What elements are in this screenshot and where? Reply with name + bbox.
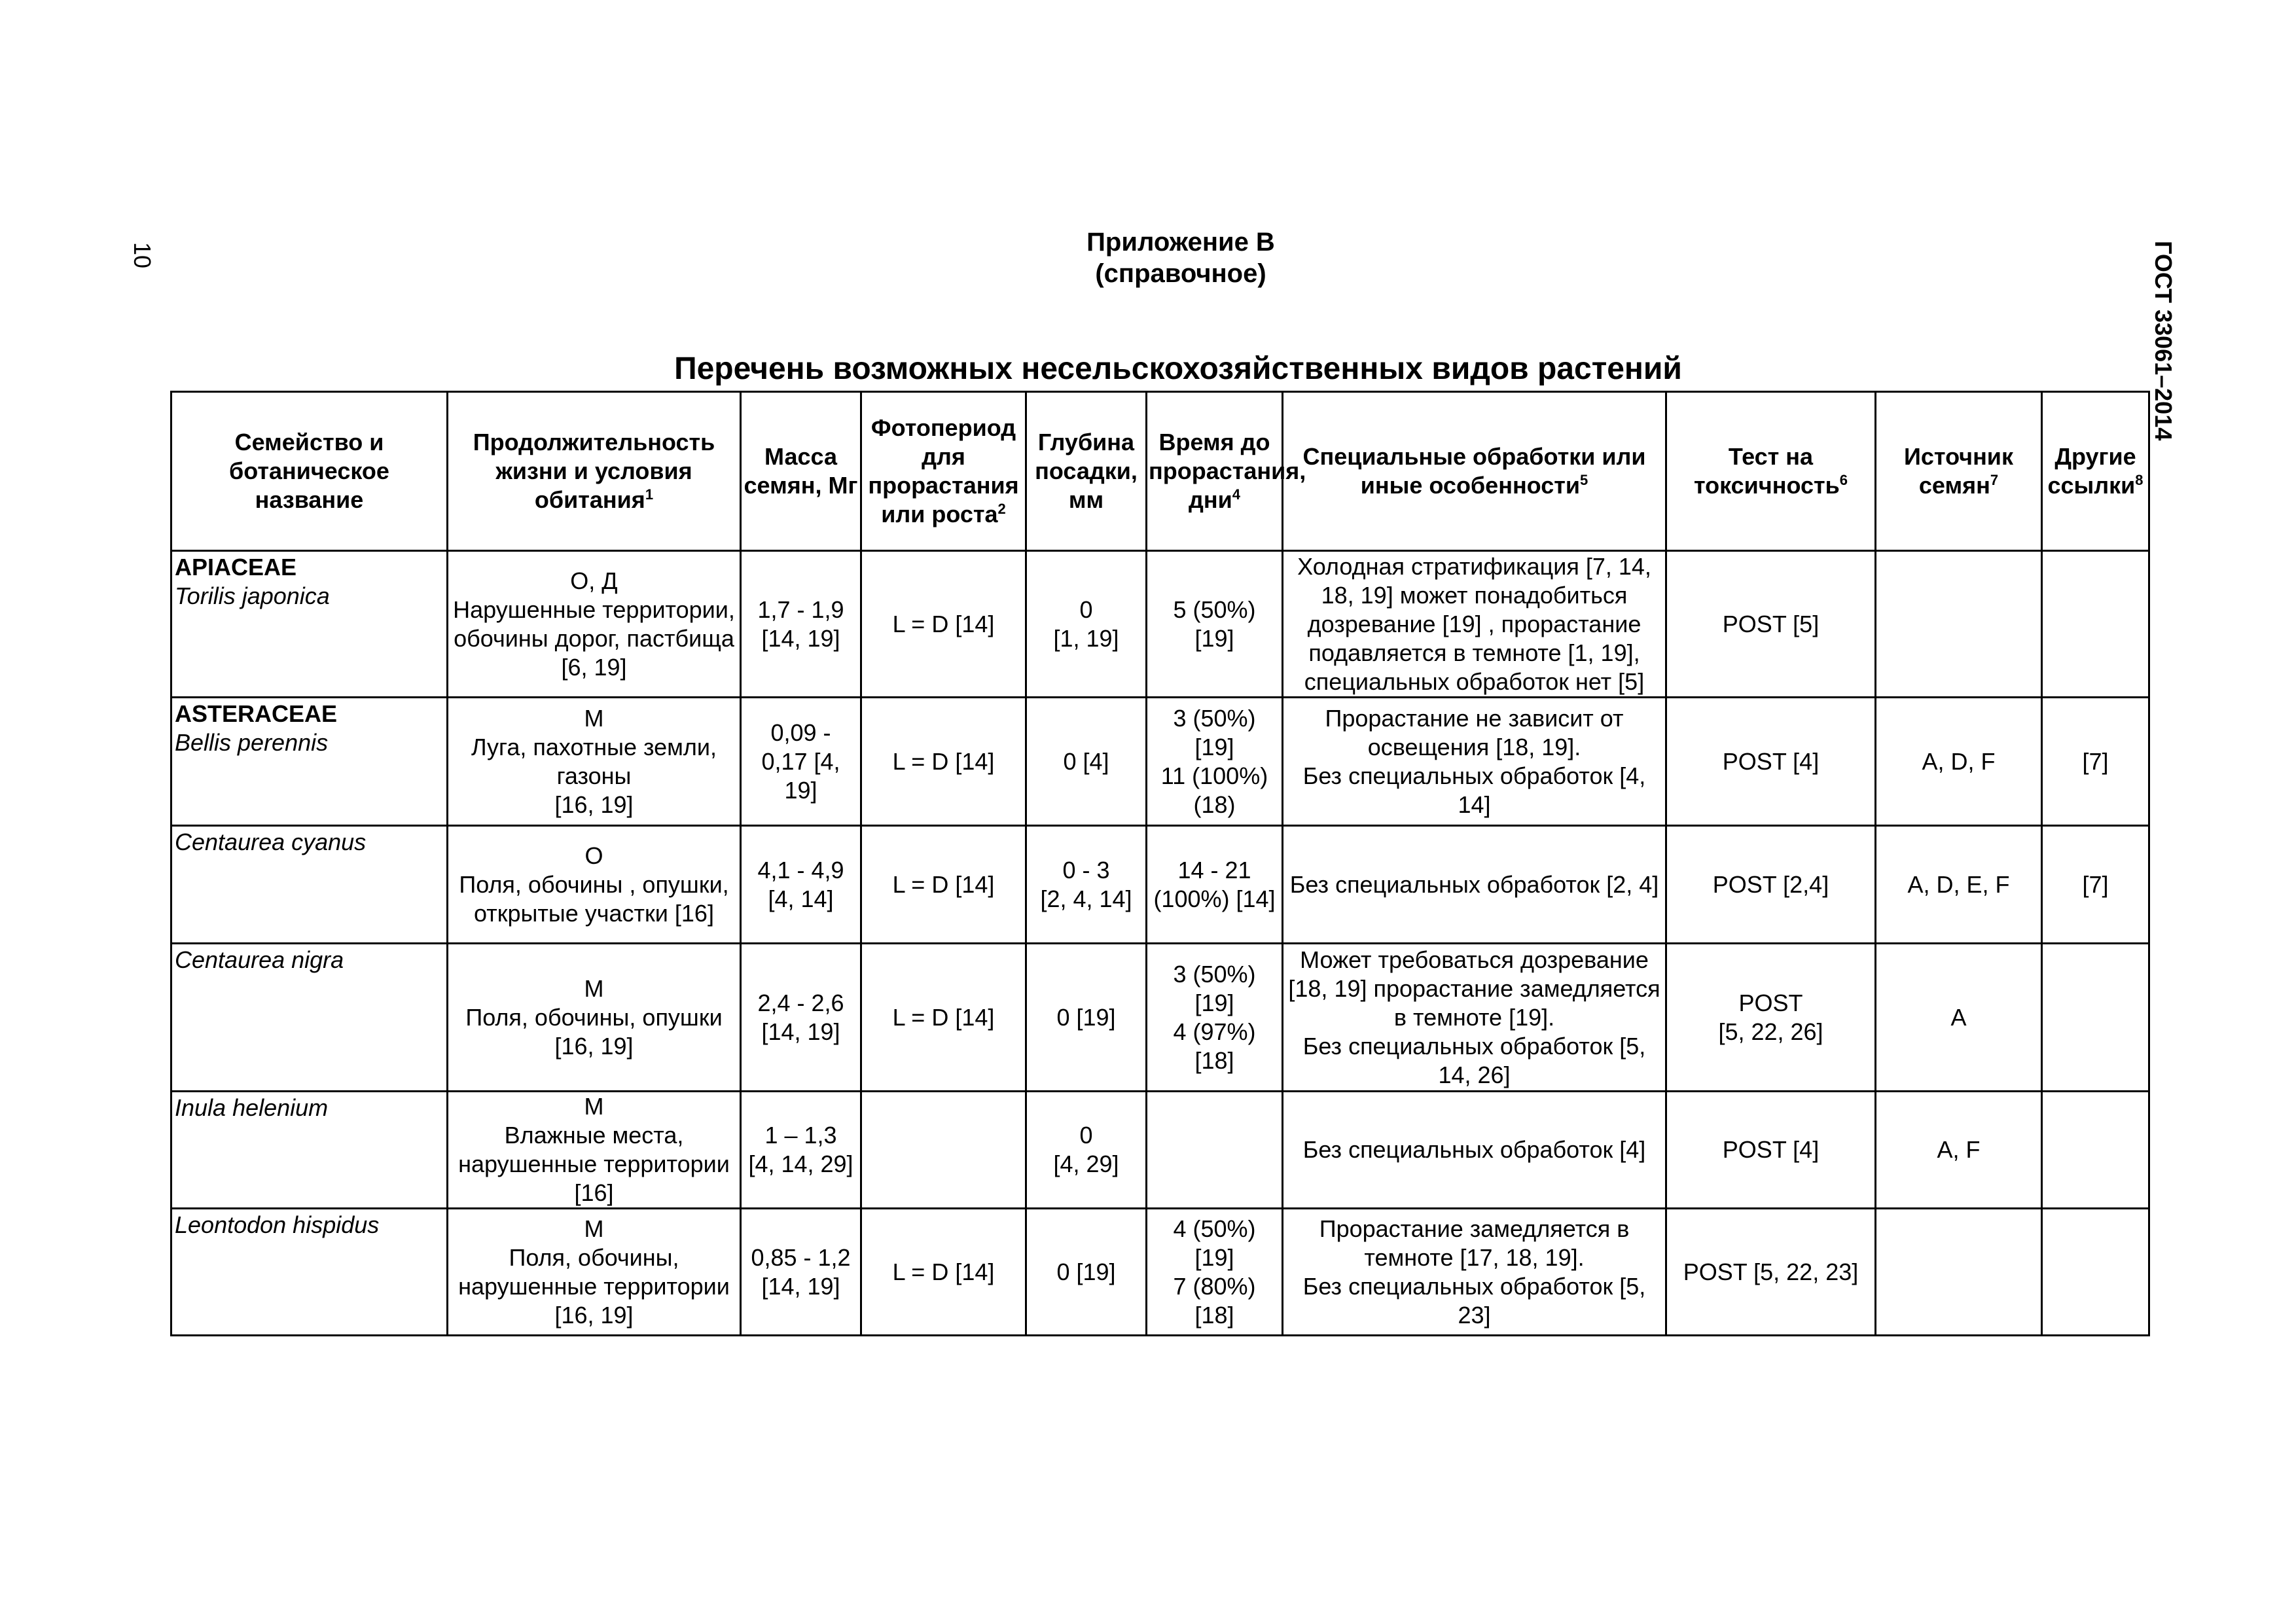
- table-body: [171, 551, 2149, 1336]
- table-header-row: [171, 392, 2149, 551]
- lifecycle-cell: М Поля, обочины, нарушенные территории [16, 19]: [448, 1209, 741, 1336]
- column-header: [1876, 392, 2042, 551]
- special-treatment-cell: Может требоваться дозревание [18, 19] прорастание замедляется в темноте [19]. Без специальных обработок [5, 14, 26]: [1283, 944, 1666, 1092]
- botanical-name-cell: [171, 826, 448, 944]
- lifecycle-cell: М Поля, обочины, опушки [16, 19]: [448, 944, 741, 1092]
- seed-source-cell: [1876, 551, 2042, 698]
- column-header: [1026, 392, 1147, 551]
- botanical-name-cell: [171, 1092, 448, 1209]
- column-header-label: Другие ссылки: [2047, 443, 2136, 499]
- botanical-name-cell: [171, 698, 448, 826]
- other-refs-cell: [7]: [2042, 698, 2149, 826]
- appendix-heading: [1017, 226, 1344, 289]
- table-row: [171, 1209, 2149, 1336]
- footnote-marker: 8: [2135, 472, 2144, 488]
- footnote-marker: 2: [997, 501, 1006, 517]
- species-name: Bellis perennis: [175, 729, 329, 756]
- family-name: APIACEAE: [175, 554, 297, 580]
- planting-depth-cell: 0 [4]: [1026, 698, 1147, 826]
- seed-source-cell: A, D, F: [1876, 698, 2042, 826]
- photoperiod-cell: [861, 1092, 1026, 1209]
- column-header: [1147, 392, 1306, 551]
- lifecycle-cell: М Луга, пахотные земли, газоны [16, 19]: [448, 698, 741, 826]
- column-header-label: Глубина посадки, мм: [1035, 429, 1138, 513]
- botanical-name-cell: [171, 1209, 448, 1336]
- seed-source-cell: [1876, 1209, 2042, 1336]
- column-header-label: Специальные обработки или иные особенности: [1302, 443, 1646, 499]
- document-title: Перечень возможных несельскохозяйственных видов растений: [674, 351, 1682, 386]
- toxicity-test-cell: POST [5, 22, 23]: [1666, 1209, 1876, 1336]
- column-header: [1283, 392, 1666, 551]
- toxicity-test-cell: POST [4]: [1666, 698, 1876, 826]
- photoperiod-cell: L = D [14]: [861, 551, 1026, 698]
- footnote-marker: 6: [1839, 472, 1848, 488]
- seed-mass-cell: 2,4 - 2,6 [14, 19]: [741, 944, 861, 1092]
- column-header-label: Фотопериод для прорастания или роста: [868, 414, 1019, 527]
- column-header-label: Семейство и ботаническое название: [229, 429, 389, 513]
- germination-time-cell: 14 - 21 (100%) [14]: [1147, 826, 1283, 944]
- appendix-title: Приложение В: [1086, 228, 1275, 257]
- special-treatment-cell: Прорастание не зависит от освещения [18, 19]. Без специальных обработок [4, 14]: [1283, 698, 1666, 826]
- germination-time-cell: [1147, 1092, 1283, 1209]
- germination-time-cell: 3 (50%) [19] 11 (100%) (18): [1147, 698, 1283, 826]
- species-name: Leontodon hispidus: [175, 1211, 380, 1238]
- planting-depth-cell: 0 [1, 19]: [1026, 551, 1147, 698]
- appendix-subtitle: (справочное): [1095, 259, 1266, 288]
- seed-mass-cell: 0,09 - 0,17 [4, 19]: [741, 698, 861, 826]
- planting-depth-cell: 0 [19]: [1026, 1209, 1147, 1336]
- photoperiod-cell: L = D [14]: [861, 698, 1026, 826]
- column-header-label: Время до прорастания, дни: [1149, 429, 1306, 513]
- column-header-label: Масса семян, Мг: [744, 443, 858, 499]
- botanical-name-cell: [171, 944, 448, 1092]
- family-name: ASTERACEAE: [175, 700, 338, 727]
- species-name: Centaurea cyanus: [175, 829, 367, 855]
- planting-depth-cell: 0 - 3 [2, 4, 14]: [1026, 826, 1147, 944]
- lifecycle-cell: О, Д Нарушенные территории, обочины дорог, пастбища [6, 19]: [448, 551, 741, 698]
- special-treatment-cell: Прорастание замедляется в темноте [17, 18, 19]. Без специальных обработок [5, 23]: [1283, 1209, 1666, 1336]
- footnote-marker: 5: [1579, 472, 1588, 488]
- seed-mass-cell: 0,85 - 1,2 [14, 19]: [741, 1209, 861, 1336]
- seed-mass-cell: 4,1 - 4,9 [4, 14]: [741, 826, 861, 944]
- table-row: [171, 944, 2149, 1092]
- column-header: [171, 392, 448, 551]
- other-refs-cell: [2042, 1092, 2149, 1209]
- toxicity-test-cell: POST [2,4]: [1666, 826, 1876, 944]
- photoperiod-cell: L = D [14]: [861, 1209, 1026, 1336]
- table-row: [171, 1092, 2149, 1209]
- species-name: Centaurea nigra: [175, 946, 344, 973]
- other-refs-cell: [2042, 1209, 2149, 1336]
- toxicity-test-cell: POST [4]: [1666, 1092, 1876, 1209]
- planting-depth-cell: 0 [19]: [1026, 944, 1147, 1092]
- germination-time-cell: 5 (50%) [19]: [1147, 551, 1283, 698]
- germination-time-cell: 4 (50%) [19] 7 (80%) [18]: [1147, 1209, 1283, 1336]
- toxicity-test-cell: POST [5, 22, 26]: [1666, 944, 1876, 1092]
- toxicity-test-cell: POST [5]: [1666, 551, 1876, 698]
- special-treatment-cell: Без специальных обработок [4]: [1283, 1092, 1666, 1209]
- seed-source-cell: A, F: [1876, 1092, 2042, 1209]
- table-row: [171, 826, 2149, 944]
- footnote-marker: 4: [1232, 486, 1240, 503]
- other-refs-cell: [2042, 551, 2149, 698]
- lifecycle-cell: М Влажные места, нарушенные территории [16]: [448, 1092, 741, 1209]
- plant-species-table: [170, 391, 2150, 1336]
- column-header-label: Продолжительность жизни и условия обитания: [473, 429, 715, 513]
- photoperiod-cell: L = D [14]: [861, 944, 1026, 1092]
- table-row: [171, 551, 2149, 698]
- table-row: [171, 698, 2149, 826]
- column-header: [741, 392, 861, 551]
- seed-mass-cell: 1,7 - 1,9 [14, 19]: [741, 551, 861, 698]
- photoperiod-cell: L = D [14]: [861, 826, 1026, 944]
- other-refs-cell: [2042, 944, 2149, 1092]
- column-header-label: Тест на токсичность: [1693, 443, 1840, 499]
- seed-mass-cell: 1 – 1,3 [4, 14, 29]: [741, 1092, 861, 1209]
- other-refs-cell: [7]: [2042, 826, 2149, 944]
- seed-source-cell: A: [1876, 944, 2042, 1092]
- special-treatment-cell: Холодная стратификация [7, 14, 18, 19] может понадобиться дозревание [19] , прорастание подавляется в темноте [1, 19], специальных обработок нет [5]: [1283, 551, 1666, 698]
- species-name: Torilis japonica: [175, 582, 330, 609]
- species-name: Inula helenium: [175, 1094, 329, 1121]
- botanical-name-cell: [171, 551, 448, 698]
- column-header: [861, 392, 1026, 551]
- germination-time-cell: 3 (50%) [19] 4 (97%) [18]: [1147, 944, 1283, 1092]
- standard-code: ГОСТ 33061–2014: [2150, 241, 2177, 441]
- footnote-marker: 1: [645, 486, 654, 503]
- column-header: [1666, 392, 1876, 551]
- column-header: [2042, 392, 2149, 551]
- lifecycle-cell: О Поля, обочины , опушки, открытые участки [16]: [448, 826, 741, 944]
- column-header-label: Источник семян: [1904, 443, 2013, 499]
- page-number: 10: [129, 242, 156, 269]
- footnote-marker: 7: [1990, 472, 1999, 488]
- special-treatment-cell: Без специальных обработок [2, 4]: [1283, 826, 1666, 944]
- column-header: [448, 392, 741, 551]
- seed-source-cell: A, D, E, F: [1876, 826, 2042, 944]
- planting-depth-cell: 0 [4, 29]: [1026, 1092, 1147, 1209]
